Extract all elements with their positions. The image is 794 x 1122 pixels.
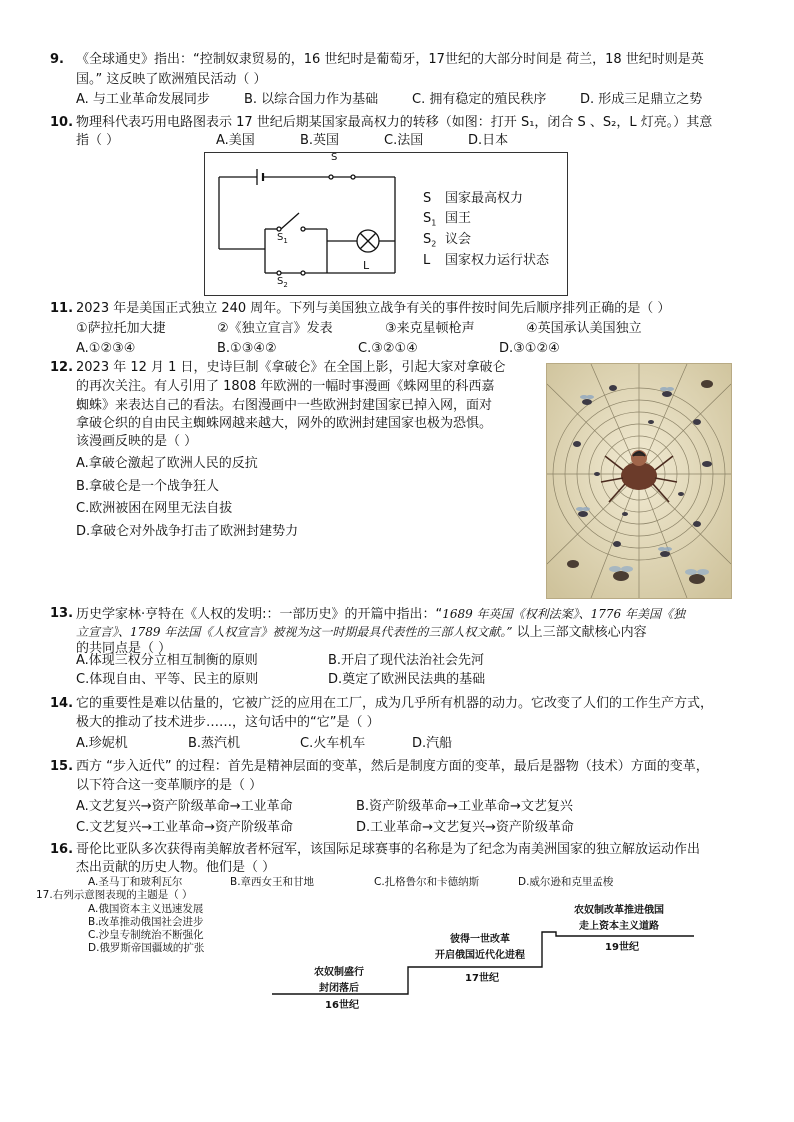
q10-number: 10. bbox=[50, 115, 74, 130]
q13-number: 13. bbox=[50, 606, 74, 621]
q13-option-b[interactable]: B.开启了现代法治社会先河 bbox=[328, 653, 485, 668]
circuit-svg bbox=[205, 153, 567, 295]
q11-option-c[interactable]: C.③②①④ bbox=[358, 341, 418, 356]
legend-row-1: S 国家最高权力 bbox=[423, 191, 524, 206]
q17-option-b[interactable]: B.改革推动俄国社会进步 bbox=[88, 916, 204, 928]
q16-option-d[interactable]: D.威尔逊和克里孟梭 bbox=[518, 876, 614, 888]
spider-web-illustration bbox=[547, 364, 731, 598]
q15-stem-line1: 西方 “步入近代” 的过程：首先是精神层面的变革，然后是制度方面的变革，最后是器物（技术）方面的变革， bbox=[76, 759, 709, 774]
q11-event-1: ①萨拉托加大捷 bbox=[76, 321, 166, 336]
q10-options bbox=[216, 131, 508, 151]
q11-option-a[interactable]: A.①②③④ bbox=[76, 341, 136, 356]
q12-option-c[interactable]: C.欧洲被困在网里无法自拔 bbox=[76, 501, 233, 516]
q16-option-a[interactable]: A.圣马丁和玻利瓦尔 bbox=[88, 876, 183, 888]
switch-s1-label: $S_1$ bbox=[277, 232, 288, 245]
q10-stem-line1: 物理科代表巧用电路图表示 17 世纪后期某国家最高权力的转移（如图：打开 S₁，闭合 S 、S₂，L 灯亮。）其意 bbox=[76, 115, 713, 130]
q9-option-d[interactable]: D. 形成三足鼎立之势 bbox=[580, 92, 703, 107]
legend-row-4: L 国家权力运行状态 bbox=[423, 253, 550, 268]
q15-option-b[interactable]: B.资产阶级革命→工业革命→文艺复兴 bbox=[356, 799, 573, 814]
q17-stem: 17.右列示意图表现的主题是（ ） bbox=[36, 889, 193, 901]
q11-event-4: ④英国承认美国独立 bbox=[526, 321, 642, 336]
q16-option-b[interactable]: B.章西女王和甘地 bbox=[230, 876, 315, 888]
q13-stem-line3: 的共同点是（ ） bbox=[76, 641, 172, 656]
q17-option-c[interactable]: C.沙皇专制统治不断强化 bbox=[88, 929, 204, 941]
q11-options bbox=[76, 339, 560, 359]
q10-option-b[interactable]: B.英国 bbox=[300, 133, 340, 148]
stair-17-line2: 开启俄国近代化进程 bbox=[435, 950, 525, 961]
q13-option-d[interactable]: D.奠定了欧洲民法典的基础 bbox=[328, 672, 486, 687]
q9-option-b[interactable]: B. 以综合国力作为基础 bbox=[244, 92, 379, 107]
q9-option-a[interactable]: A. 与工业革命发展同步 bbox=[76, 92, 210, 107]
q12-stem-line2: 的再次关注。有人引用了 1808 年欧洲的一幅时事漫画《蛛网里的科西嘉 bbox=[76, 379, 495, 394]
stair-16-line2: 封闭落后 bbox=[319, 983, 359, 994]
legend-row-3: $S_2$ 议会 bbox=[423, 232, 472, 249]
stair-17-line1: 彼得一世改革 bbox=[450, 934, 510, 945]
q14-stem-line1: 它的重要性是难以估量的，它被广泛的应用在工厂，成为几乎所有机器的动力。它改变了人们的工作生产方式， bbox=[76, 696, 714, 711]
q16-stem-line2: 杰出贡献的历史人物。他们是（ ） bbox=[76, 860, 276, 875]
q11-stem-line1: 2023 年是美国正式独立 240 周年。下列与美国独立战争有关的事件按时间先后顺序排列正确的是（ ） bbox=[76, 301, 671, 316]
q16-option-c[interactable]: C.扎格鲁尔和卡德纳斯 bbox=[374, 876, 480, 888]
q14-option-b[interactable]: B.蒸汽机 bbox=[188, 736, 241, 751]
q15-option-d[interactable]: D.工业革命→文艺复兴→资产阶级革命 bbox=[356, 820, 574, 835]
q14-number: 14. bbox=[50, 696, 74, 711]
circuit-diagram bbox=[204, 152, 568, 296]
legend-row-2: $S_1$ 国王 bbox=[423, 211, 472, 228]
q12-option-b[interactable]: B.拿破仑是一个战争狂人 bbox=[76, 479, 220, 494]
switch-s2-label: $S_2$ bbox=[277, 276, 288, 289]
q12-stem-line5: 该漫画反映的是（ ） bbox=[76, 434, 198, 449]
q9-number: 9. bbox=[50, 52, 64, 67]
q11-event-3: ③来克星顿枪声 bbox=[385, 321, 475, 336]
q11-option-d[interactable]: D.③①②④ bbox=[499, 341, 560, 356]
q12-option-a[interactable]: A.拿破仑激起了欧洲人民的反抗 bbox=[76, 456, 258, 471]
q14-option-a[interactable]: A.珍妮机 bbox=[76, 736, 128, 751]
q10-stem-line2: 指（ ） bbox=[76, 133, 120, 148]
switch-s-label: S bbox=[331, 152, 338, 163]
q13-options-row2 bbox=[76, 670, 485, 690]
lamp-l-label: L bbox=[363, 259, 370, 272]
q12-stem-line1: 2023 年 12 月 1 日，史诗巨制《拿破仑》在全国上影，引起大家对拿破仑 bbox=[76, 360, 506, 375]
q12-stem-line4: 拿破仑织的自由民主蜘蛛网越来越大，网外的欧洲封建国家也极为恐惧。 bbox=[76, 416, 493, 431]
q15-stem-line2: 以下符合这一变革顺序的是（ ） bbox=[76, 778, 263, 793]
q10-option-d[interactable]: D.日本 bbox=[468, 133, 509, 148]
q13-stem-line1: 历史学家林·亨特在《人权的发明:：一部历史》的开篇中指出：“1689 年英国《权利法案》、1776 年美国《独 bbox=[76, 607, 685, 622]
q13-option-c[interactable]: C.体现自由、平等、民主的原则 bbox=[76, 672, 259, 687]
q15-options-row2 bbox=[76, 818, 574, 838]
q12-option-d[interactable]: D.拿破仑对外战争打击了欧洲封建势力 bbox=[76, 524, 299, 539]
q15-options-row1 bbox=[76, 797, 573, 817]
q16-number: 16. bbox=[50, 842, 74, 857]
q13-option-a[interactable]: A.体现三权分立相互制衡的原则 bbox=[76, 653, 258, 668]
q9-stem-line2: 国。” 这反映了欧洲殖民活动（ ） bbox=[76, 72, 267, 87]
q14-options bbox=[76, 734, 452, 754]
q11-event-2: ②《独立宣言》发表 bbox=[217, 321, 333, 336]
q13-stem-line2: 立宣言》、1789 年法国《人权宣言》被视为这一时期最具代表性的三部人权文献。” 以上三部文献核心内容 bbox=[76, 625, 647, 640]
q11-option-b[interactable]: B.①③④② bbox=[217, 341, 277, 356]
q17-option-a[interactable]: A.俄国资本主义迅速发展 bbox=[88, 903, 204, 915]
q10-option-c[interactable]: C.法国 bbox=[384, 133, 424, 148]
q12-number: 12. bbox=[50, 360, 74, 375]
stair-19-line1: 农奴制改革推进俄国 bbox=[574, 905, 664, 916]
stair-19-century: 19世纪 bbox=[605, 942, 639, 953]
q15-option-a[interactable]: A.文艺复兴→资产阶级革命→工业革命 bbox=[76, 799, 293, 814]
q11-number: 11. bbox=[50, 301, 74, 316]
q9-options bbox=[76, 90, 702, 110]
q14-option-c[interactable]: C.火车机车 bbox=[300, 736, 366, 751]
stair-16-line1: 农奴制盛行 bbox=[314, 967, 364, 978]
stair-17-century: 17世纪 bbox=[465, 973, 499, 984]
q11-events bbox=[76, 319, 642, 339]
q13-options-row1 bbox=[76, 651, 484, 671]
q16-stem-line1: 哥伦比亚队多次获得南美解放者杯冠军，该国际足球赛事的名称是为了纪念为南美洲国家的独立解放运动作出 bbox=[76, 842, 701, 857]
q16-options bbox=[88, 875, 613, 889]
q14-stem-line2: 极大的推动了技术进步……，这句话中的“它”是（ ） bbox=[76, 715, 380, 730]
q12-stem-line3: 蜘蛛》来表达自己的看法。右图漫画中一些欧洲封建国家已掉入网，面对 bbox=[76, 398, 493, 413]
q14-option-d[interactable]: D.汽船 bbox=[412, 736, 453, 751]
stair-19-line2: 走上资本主义道路 bbox=[579, 921, 659, 932]
stair-16-century: 16世纪 bbox=[325, 1000, 359, 1011]
q9-option-c[interactable]: C. 拥有稳定的殖民秩序 bbox=[412, 92, 547, 107]
q17-option-d[interactable]: D.俄罗斯帝国疆域的扩张 bbox=[88, 942, 205, 954]
q15-option-c[interactable]: C.文艺复兴→工业革命→资产阶级革命 bbox=[76, 820, 293, 835]
q9-stem-line1: 《全球通史》指出：“控制奴隶贸易的，16 世纪时是葡萄牙，17世纪的大部分时间是 荷兰，18 世纪时则是英 bbox=[76, 52, 704, 67]
spider-web-cartoon bbox=[546, 363, 732, 599]
q15-number: 15. bbox=[50, 759, 74, 774]
q10-option-a[interactable]: A.美国 bbox=[216, 133, 255, 148]
